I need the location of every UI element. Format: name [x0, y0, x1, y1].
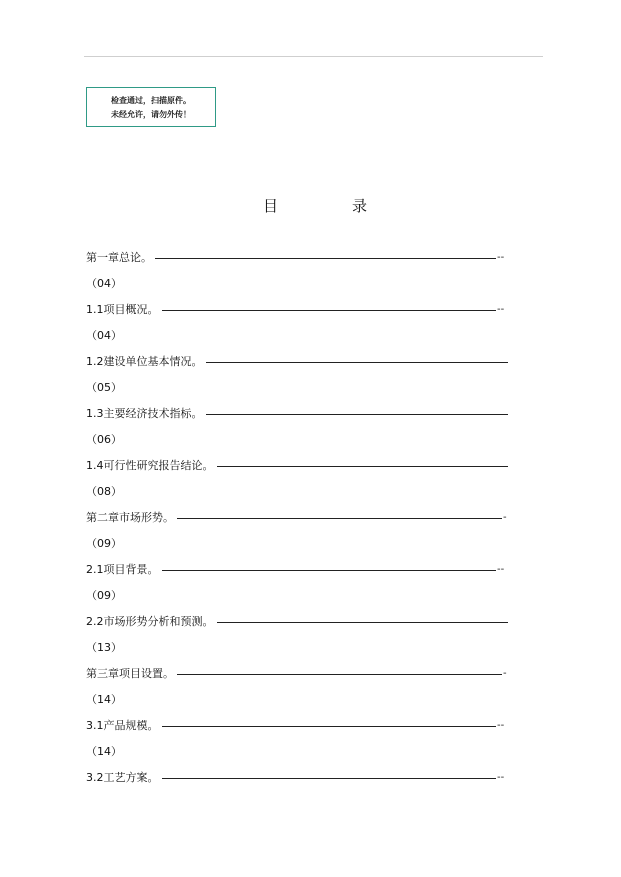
toc-leader-line: [162, 726, 497, 727]
toc-title-left: 目: [263, 197, 279, 215]
toc-entry-text[interactable]: 3.1产品规模。: [86, 719, 159, 732]
toc-page-number: （06）: [86, 433, 122, 446]
toc-leader-tail: --: [497, 252, 505, 263]
toc-entry-text[interactable]: 1.4可行性研究报告结论。: [86, 459, 214, 472]
toc-leader-tail: --: [497, 720, 505, 731]
header-rule: [84, 56, 543, 57]
toc-entry-text[interactable]: 2.1项目背景。: [86, 563, 159, 576]
toc-page-number: （04）: [86, 277, 122, 290]
toc-entry-text[interactable]: 1.3主要经济技术指标。: [86, 407, 203, 420]
toc-page-number: （04）: [86, 329, 122, 342]
toc-leader-tail: -: [503, 512, 507, 523]
toc-leader-line: [162, 310, 497, 311]
toc-leader-tail: --: [497, 772, 505, 783]
toc-leader-line: [206, 414, 509, 415]
toc-leader-line: [177, 674, 502, 675]
toc-leader-line: [162, 778, 497, 779]
toc-page-number: （14）: [86, 693, 122, 706]
toc-leader-line: [217, 622, 509, 623]
toc-title: [263, 195, 367, 216]
toc-entry-text[interactable]: 第三章项目设置。: [86, 667, 174, 680]
toc-leader-tail: --: [497, 564, 505, 575]
toc-leader-tail: --: [497, 304, 505, 315]
stamp-line-2: 未经允许，请勿外传！: [111, 109, 191, 119]
toc-leader-line: [162, 570, 497, 571]
toc-page-number: （13）: [86, 641, 122, 654]
approval-stamp: [86, 87, 216, 127]
toc-entry-text[interactable]: 2.2市场形势分析和预测。: [86, 615, 214, 628]
toc-page-number: （05）: [86, 381, 122, 394]
toc-page-number: （14）: [86, 745, 122, 758]
toc-leader-line: [206, 362, 509, 363]
toc-leader-line: [217, 466, 509, 467]
toc-entry-text[interactable]: 1.2建设单位基本情况。: [86, 355, 203, 368]
toc-leader-line: [155, 258, 496, 259]
toc-page-number: （08）: [86, 485, 122, 498]
toc-entry-text[interactable]: 第二章市场形势。: [86, 511, 174, 524]
toc-page-number: （09）: [86, 537, 122, 550]
toc-entry-text[interactable]: 第一章总论。: [86, 251, 152, 264]
toc-title-right: 录: [351, 197, 367, 215]
toc-leader-line: [177, 518, 502, 519]
toc-entry-text[interactable]: 1.1项目概况。: [86, 303, 159, 316]
toc-page-number: （09）: [86, 589, 122, 602]
stamp-line-1: 检查通过，扫描原件。: [111, 95, 191, 105]
toc-leader-tail: -: [503, 668, 507, 679]
toc-entry-text[interactable]: 3.2工艺方案。: [86, 771, 159, 784]
